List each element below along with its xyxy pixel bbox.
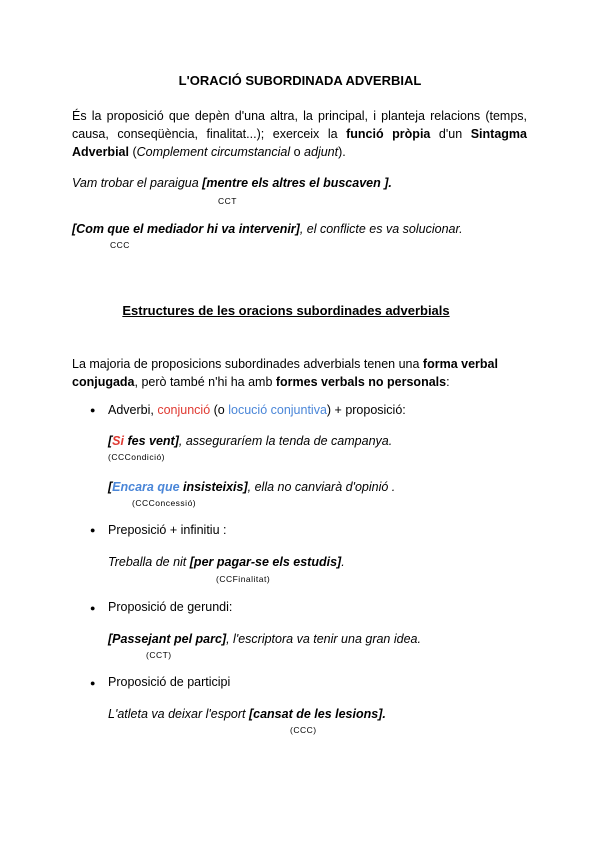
- example-purpose-sentence: Treballa de nit [per pagar-se els estudis].: [108, 555, 345, 569]
- section-intro: La majoria de proposicions subordinades adverbials tenen una forma verbal conjugada, però també n'hi ha amb formes verbals no personals:: [72, 357, 498, 389]
- intro-text: ).: [338, 145, 346, 159]
- bullet-icon: ●: [90, 678, 96, 688]
- intro-italic-adjunct: adjunt: [304, 145, 339, 159]
- list-item-participle: Proposició de participi: [108, 675, 231, 689]
- list-item-adverbi: Adverbi, conjunció (o locució conjuntiva) + proposició:: [108, 403, 406, 417]
- bullet-icon: ●: [90, 405, 96, 415]
- intro-bold-function: funció pròpia: [346, 127, 431, 141]
- section-title: Estructures de les oracions subordinades adverbials: [122, 303, 450, 318]
- intro-text: d'un: [430, 127, 471, 141]
- conjunctive-phrase-term: locució conjuntiva: [228, 403, 327, 417]
- list-item-infinitive: Preposició + infinitiu :: [108, 523, 227, 537]
- example-2-label: CCC: [110, 240, 130, 250]
- example-1-label: CCT: [218, 196, 237, 206]
- section-intro-bold-nonpersonal: formes verbals no personals: [275, 375, 447, 389]
- example-participle-label: (CCC): [290, 725, 317, 735]
- example-concession-sentence: [Encara que insisteixis], ella no canviarà d'opinió .: [108, 480, 396, 494]
- example-gerund-sentence: [Passejant pel parc], l'escriptora va tenir una gran idea.: [108, 632, 421, 646]
- intro-paragraph: [72, 107, 527, 161]
- example-2-sentence: [Com que el mediador hi va intervenir], el conflicte es va solucionar.: [72, 222, 463, 236]
- example-1-sentence: Vam trobar el paraigua [mentre els altres el buscaven ].: [72, 176, 392, 190]
- example-purpose-label: (CCFinalitat): [216, 574, 271, 584]
- conjunction-si: Si: [112, 434, 124, 448]
- list-item-gerund: Proposició de gerundi:: [108, 600, 233, 614]
- example-gerund-label: (CCT): [146, 650, 172, 660]
- example-participle-sentence: L'atleta va deixar l'esport [cansat de les lesions].: [108, 707, 386, 721]
- intro-text: (: [128, 145, 137, 159]
- example-condition-label: (CCCondició): [108, 452, 166, 462]
- example-condition-sentence: [Si fes vent], asseguraríem la tenda de campanya.: [108, 434, 393, 448]
- conjunction-term: conjunció: [157, 403, 211, 417]
- conjunctive-phrase-encara-que: Encara que: [112, 480, 180, 494]
- intro-text: És la proposició que depèn d'una altra, la principal, i planteja relacions (temps, causa, conseqüència, finalitat...); exerceix la: [72, 109, 527, 141]
- bullet-icon: ●: [90, 525, 96, 535]
- example-1-bracket: [mentre els altres el buscaven ].: [202, 176, 392, 190]
- intro-text: o: [290, 145, 305, 159]
- section-intro-bold-conjugated: forma verbal conjugada: [72, 357, 498, 389]
- bullet-icon: ●: [90, 603, 96, 613]
- example-2-bracket: [Com que el mediador hi va intervenir]: [72, 222, 300, 236]
- intro-italic-complement: Complement circumstancial: [136, 145, 291, 159]
- intro-bold-adverbial: Sintagma Adverbial: [72, 127, 527, 159]
- page-title: L'ORACIÓ SUBORDINADA ADVERBIAL: [178, 73, 422, 88]
- example-concession-label: (CCConcessió): [132, 498, 197, 508]
